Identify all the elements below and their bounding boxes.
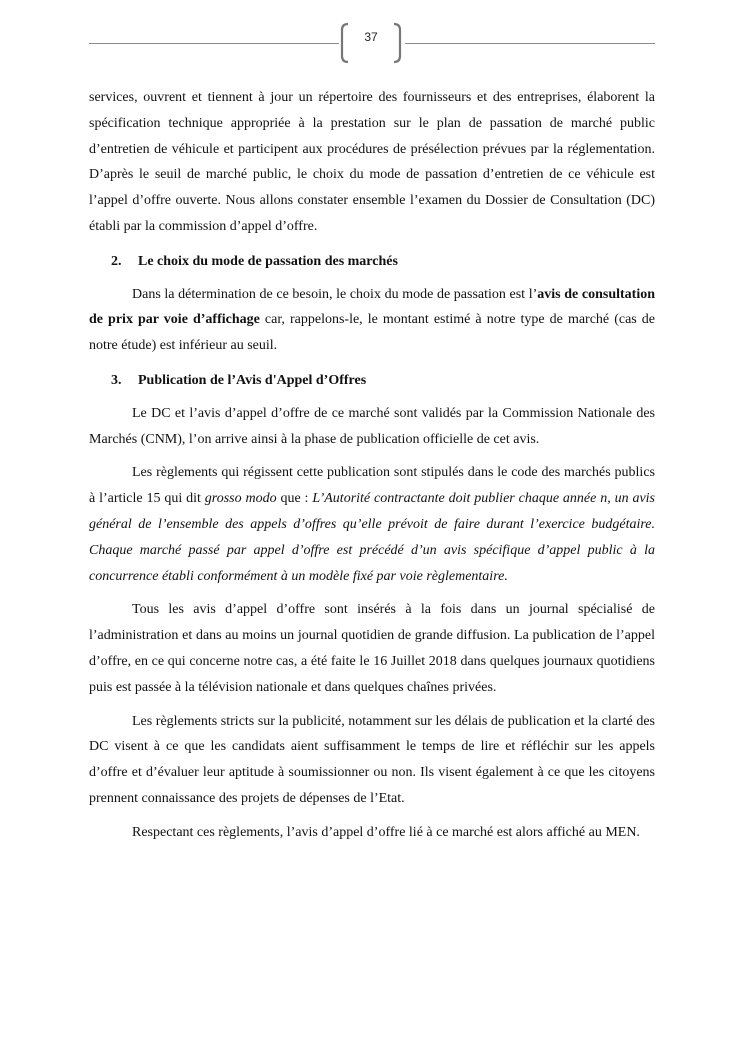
page-number: 37 <box>364 30 378 44</box>
section-number: 2. <box>111 253 122 269</box>
page-body <box>89 85 655 846</box>
italic-quote: L’Autorité contractante doit publier chaque année n, un avis général de l’ensemble des appels d’offres qu’elle prévoit de faire durant l’exercice budgétaire. Chaque marché passé par appel d’offre est précédé d’un avis spécifique d’appel public à la concurrence établi conformément à un modèle fixé par voie règlementaire. <box>89 491 656 584</box>
text-run: que : <box>276 491 313 507</box>
italic-text: grosso modo <box>204 491 277 507</box>
section-heading-2 <box>89 249 655 275</box>
text-run: Les règlements qui régissent cette publication sont stipulés dans le code des marchés publics à l’article 15 qui dit <box>89 465 655 507</box>
page-number-box <box>338 22 404 64</box>
paragraph-avis-inseres: Tous les avis d’appel d’offre sont insérés à la fois dans un journal spécialisé de l’administration et dans au moins un journal quotidien de grande diffusion. La publication de l’appel d’offre, en ce qui concerne notre cas, a été faite le 16 Juillet 2018 dans quelques journaux quotidiens puis est passée à la télévision nationale et dans quelques chaînes privées. <box>89 602 655 695</box>
paragraph-validation: Le DC et l’avis d’appel d’offre de ce marché sont validés par la Commission Nationale des Marchés (CNM), l’on arrive ainsi à la phase de publication officielle de cet avis. <box>89 405 655 447</box>
section-heading-3 <box>89 368 655 394</box>
text-run: Dans la détermination de ce besoin, le choix du mode de passation est l’ <box>132 286 538 302</box>
paragraph-reglements <box>89 460 655 589</box>
section-title: Le choix du mode de passation des marchés <box>138 253 398 269</box>
page-header <box>0 22 745 66</box>
section-number: 3. <box>111 372 122 388</box>
header-rule-right <box>405 43 655 44</box>
paragraph-affichage: Respectant ces règlements, l’avis d’appel d’offre lié à ce marché est alors affiché au MEN. <box>132 824 640 840</box>
bold-text: avis de consultation de prix par voie d’affichage <box>89 286 655 328</box>
header-rule-left <box>89 43 339 44</box>
paragraph-intro: services, ouvrent et tiennent à jour un répertoire des fournisseurs et des entreprises, élaborent la spécification technique appropriée à la prestation sur le plan de passation de marché public d’entretien de véhicule et participent aux procédures de présélection prévues par la réglementation. D’après le seuil de marché public, le choix du mode de passation d’entretien de ce véhicule est l’appel d’offre ouverte. Nous allons constater ensemble l’examen du Dossier de Consultation (DC) établi par la commission d’appel d’offre. <box>89 90 655 234</box>
paragraph-publicite: Les règlements stricts sur la publicité, notamment sur les délais de publication et la clarté des DC visent à ce que les candidats aient suffisamment le temps de lire et réfléchir sur les appels d’offre et d’évaluer leur aptitude à soumissionner ou non. Ils visent également à ce que les citoyens prennent connaissance des projets de dépenses de l’Etat. <box>89 713 655 806</box>
text-run: car, rappelons-le, le montant estimé à notre type de marché (cas de notre étude) est inférieur au seuil. <box>89 312 655 354</box>
paragraph-mode-passation <box>89 282 655 359</box>
section-title: Publication de l’Avis d'Appel d’Offres <box>138 372 367 388</box>
